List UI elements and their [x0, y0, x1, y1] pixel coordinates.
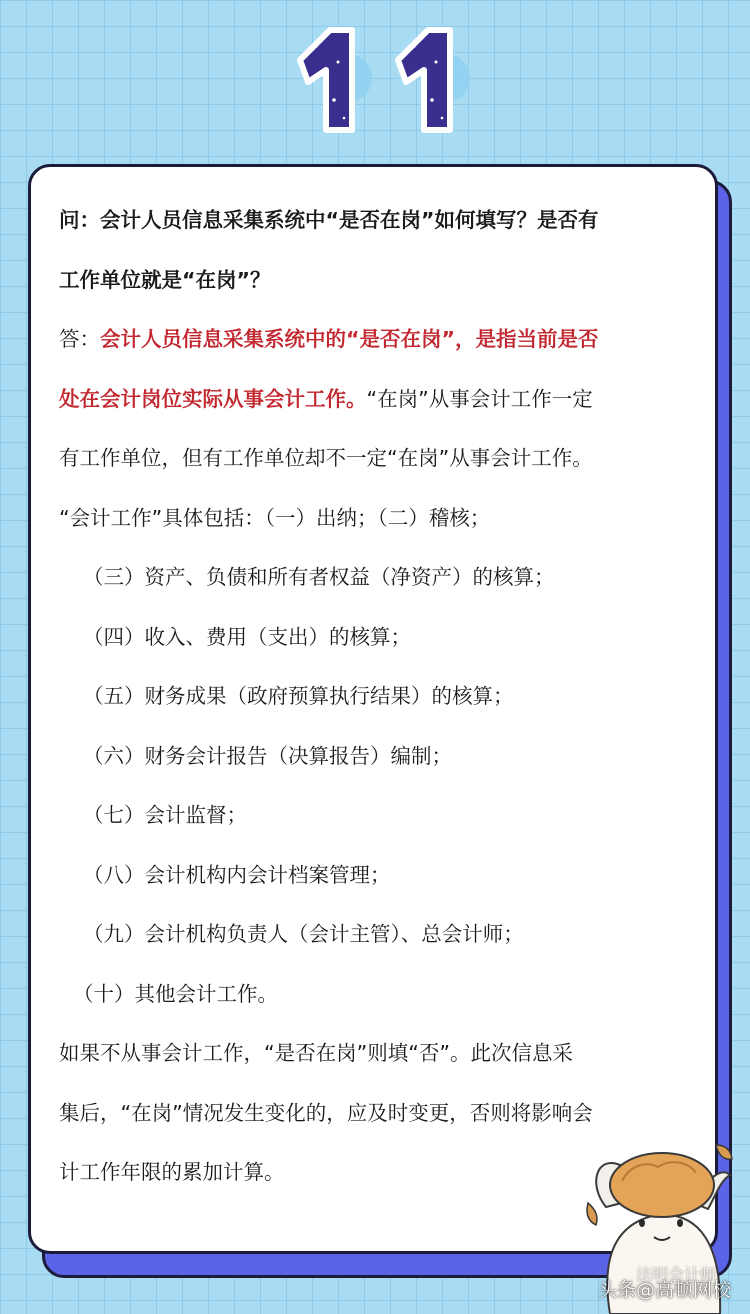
list-item: （五）财务成果（政府预算执行结果）的核算； [83, 684, 514, 708]
number-badge [0, 0, 750, 160]
question-line-1: 问：会计人员信息采集系统中“是否在岗”如何填写？是否有 [59, 208, 599, 232]
list-item: （七）会计监督； [83, 803, 247, 827]
closing-line-1: 如果不从事会计工作，“是否在岗”则填“否”。此次信息采 [59, 1041, 573, 1065]
answer-prefix: 答： [59, 327, 100, 351]
badge-digit-left [300, 30, 372, 130]
closing-line-2: 集后，“在岗”情况发生变化的，应及时变更，否则将影响会 [59, 1100, 593, 1125]
list-item: （四）收入、费用（支出）的核算； [83, 624, 411, 649]
watermark: 头条@高顿网校 [598, 1279, 732, 1301]
watermark-ghost: 法明会计师 [636, 1265, 717, 1284]
qa-card [28, 164, 718, 1254]
list-item: （十）其他会计工作。 [73, 981, 278, 1006]
answer-highlight-1: 会计人员信息采集系统中的“是否在岗”，是指当前是否 [100, 327, 599, 351]
list-item: （三）资产、负债和所有者权益（净资产）的核算； [83, 565, 555, 589]
answer-line-1 [59, 310, 699, 370]
list-item: （九）会计机构负责人（会计主管）、总会计师； [83, 922, 524, 946]
list-item: （六）财务会计报告（决算报告）编制； [83, 743, 452, 768]
closing-line-3: 计工作年限的累加计算。 [59, 1160, 285, 1184]
answer-line-2 [59, 370, 699, 430]
answer-line-4: “会计工作”具体包括：（一）出纳；（二）稽核； [59, 505, 491, 530]
list-item: （八）会计机构内会计档案管理； [83, 862, 391, 887]
question-line-2: 工作单位就是“在岗”？ [59, 267, 271, 292]
badge-digit-right [398, 30, 470, 130]
answer-line-3: 有工作单位，但有工作单位却不一定“在岗”从事会计工作。 [59, 446, 593, 470]
answer-rest-2: “在岗”从事会计工作一定 [366, 386, 593, 411]
answer-highlight-2: 处在会计岗位实际从事会计工作。 [59, 386, 367, 411]
qa-content [59, 191, 699, 1203]
